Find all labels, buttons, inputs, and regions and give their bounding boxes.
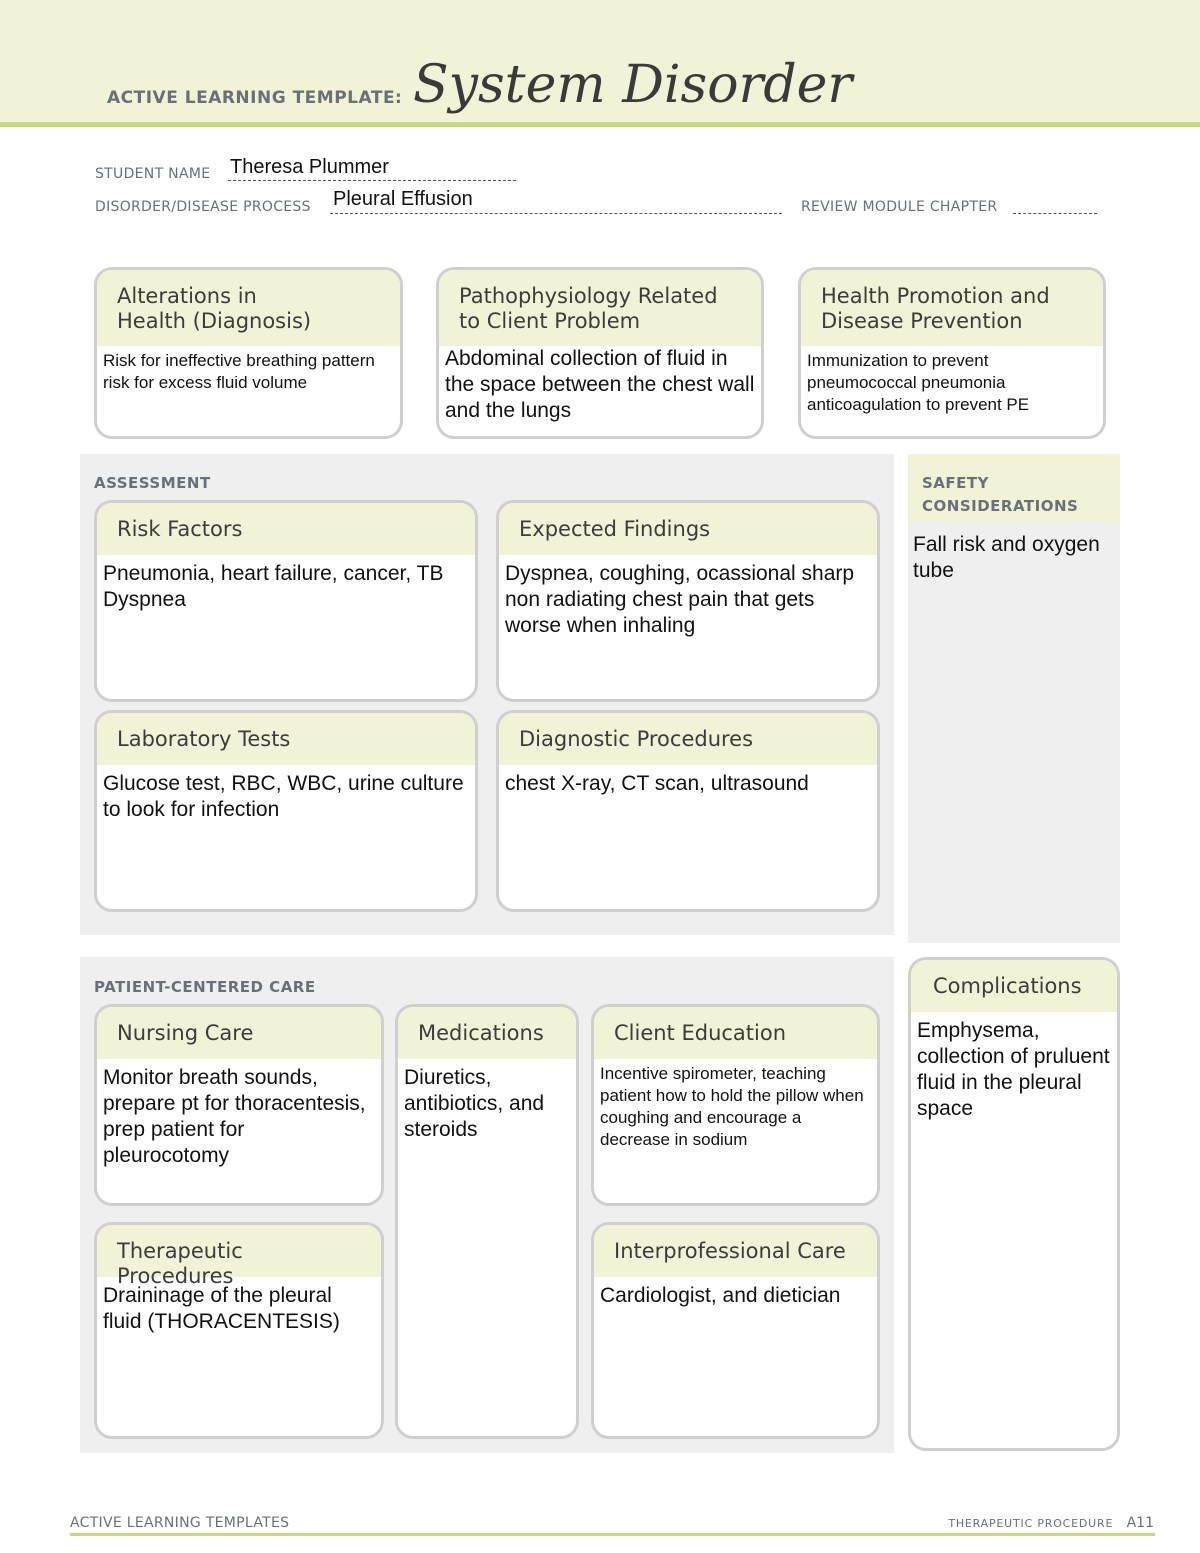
pathophysiology-card [436,267,764,439]
template-title: System Disorder [413,55,853,115]
review-module-label: REVIEW MODULE CHAPTER [801,199,998,215]
therapeutic-procedures-card [94,1222,384,1439]
health-promotion-title-1: Health Promotion and [821,284,1050,308]
safety-label-1: SAFETY [922,474,989,492]
expected-findings-card [496,500,880,702]
safety-label [922,472,1078,518]
complications-card [908,957,1120,1451]
pathophysiology-header [439,270,761,346]
client-education-header: Client Education [594,1007,877,1059]
complications-header: Complications [911,960,1117,1012]
footer-right [948,1515,1154,1531]
alterations-card [94,267,403,439]
risk-factors-card [94,500,478,702]
pathophysiology-title-2: to Client Problem [459,309,641,333]
medications-card [395,1004,579,1439]
student-name-line [228,180,516,181]
patient-centered-care-label: PATIENT-CENTERED CARE [94,978,316,996]
laboratory-tests-card [94,710,478,912]
student-name-label: STUDENT NAME [95,166,211,182]
safety-label-2: CONSIDERATIONS [922,497,1079,515]
alterations-title-2: Health (Diagnosis) [117,309,312,333]
alterations-text[interactable]: Risk for ineffective breathing pattern risk for excess fluid volume [103,351,375,392]
disorder-field[interactable]: Pleural Effusion [333,188,473,210]
footer-rule [70,1533,1155,1536]
medications-text[interactable]: Diuretics, antibiotics, and steroids [404,1066,545,1141]
nursing-care-card [94,1004,384,1206]
health-promotion-header [801,270,1103,346]
footer-template-name: ACTIVE LEARNING TEMPLATES [70,1515,290,1531]
client-education-card [591,1004,880,1206]
interprofessional-care-text[interactable]: Cardiologist, and dietician [600,1284,841,1307]
laboratory-tests-header: Laboratory Tests [97,713,475,765]
pathophysiology-title-1: Pathophysiology Related [459,284,718,308]
interprofessional-care-header: Interprofessional Care [594,1225,877,1277]
footer-procedure-label: THERAPEUTIC PROCEDURE [948,1517,1114,1530]
diagnostic-procedures-text[interactable]: chest X-ray, CT scan, ultrasound [505,772,809,795]
review-module-field[interactable] [1013,213,1097,214]
safety-text[interactable]: Fall risk and oxygen tube [913,533,1100,582]
nursing-care-header: Nursing Care [97,1007,381,1059]
disorder-line [330,213,782,214]
template-label: ACTIVE LEARNING TEMPLATE: [107,88,403,108]
footer-page-number: A11 [1126,1515,1154,1531]
expected-findings-header: Expected Findings [499,503,877,555]
disorder-label: DISORDER/DISEASE PROCESS [95,199,311,215]
health-promotion-title-2: Disease Prevention [821,309,1023,333]
student-name-field[interactable]: Theresa Plummer [230,156,389,178]
medications-header: Medications [398,1007,576,1059]
diagnostic-procedures-card [496,710,880,912]
therapeutic-procedures-header: Therapeutic Procedures [97,1225,381,1277]
health-promotion-text[interactable]: Immunization to prevent pneumococcal pneumonia anticoagulation to prevent PE [807,351,1030,414]
client-education-text[interactable]: Incentive spirometer, teaching patient how to hold the pillow when coughing and encourage a decrease in sodium [600,1064,864,1149]
interprofessional-care-card [591,1222,880,1439]
alterations-header [97,270,400,346]
alterations-title-1: Alterations in [117,284,257,308]
assessment-label: ASSESSMENT [94,474,211,492]
complications-text[interactable]: Emphysema, collection of pruluent fluid in the pleural space [917,1019,1110,1120]
expected-findings-text[interactable]: Dyspnea, coughing, ocassional sharp non radiating chest pain that gets worse when inhaling [505,562,855,637]
health-promotion-card [798,267,1106,439]
header-rule [0,122,1200,127]
risk-factors-text[interactable]: Pneumonia, heart failure, cancer, TB Dyspnea [103,562,444,611]
diagnostic-procedures-header: Diagnostic Procedures [499,713,877,765]
laboratory-tests-text[interactable]: Glucose test, RBC, WBC, urine culture to look for infection [103,772,464,821]
risk-factors-header: Risk Factors [97,503,475,555]
nursing-care-text[interactable]: Monitor breath sounds, prepare pt for thoracentesis, prep patient for pleurocotomy [103,1066,366,1167]
pathophysiology-text[interactable]: Abdominal collection of fluid in the space between the chest wall and the lungs [445,347,755,422]
therapeutic-procedures-text[interactable]: Draininage of the pleural fluid (THORACENTESIS) [103,1284,340,1333]
safety-considerations-panel [908,454,1120,943]
